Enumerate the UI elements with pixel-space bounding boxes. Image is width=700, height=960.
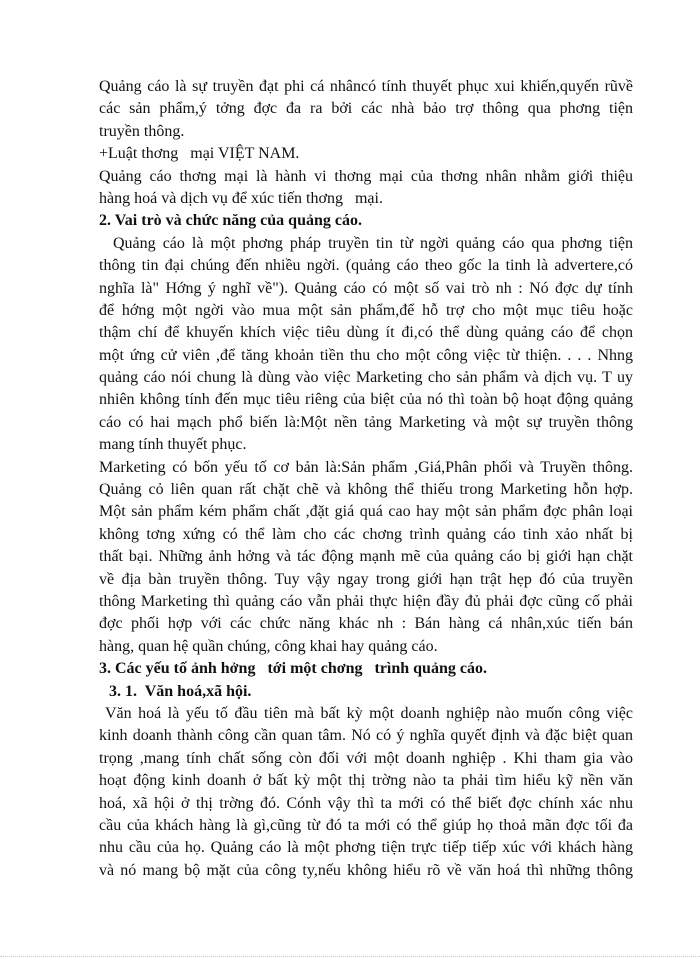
text-line: kinh doanh thành công cần quan tâm. Nó có ý nghĩa quyết định và đặc biệt quan — [99, 727, 633, 745]
text-line: một ứng cử viên ,để tăng khoản tiền thu cho một công việc từ thiện. . . . Nhng — [99, 346, 633, 364]
text-line: các sản phẩm,ý tởng đợc đa ra bởi các nhà bảo trợ thông qua phơng tiện — [99, 100, 633, 118]
section-heading-2: 2. Vai trò và chức năng của quảng cáo. — [99, 212, 362, 230]
text-line: nhiên không tính đến mục tiêu riêng của biệt của nó thì toàn bộ hoạt động quảng — [99, 391, 633, 409]
section-heading-3: 3. Các yếu tố ảnh hởng tới một chơng trình quảng cáo. — [99, 660, 487, 678]
text-line: nhu cầu của họ. Quảng cáo là một phơng tiện trực tiếp tiếp xúc với khách hàng — [99, 839, 633, 857]
text-line: thất bại. Những ảnh hởng và tác động mạnh mẽ của quảng cáo bị giới hạn chặt — [99, 548, 633, 566]
text-line: hàng hoá và dịch vụ để xúc tiến thơng mại. — [99, 189, 383, 207]
subsection-heading-3-1: 3. 1. Văn hoá,xã hội. — [109, 682, 252, 700]
text-line: thông Marketing thì quảng cáo vẫn phải thực hiện đầy đủ phải đợc cũng cố phải — [99, 592, 633, 610]
text-line: cáo có hai mạch phổ biến là:Một nền tảng Marketing và một sự truyền thông — [99, 413, 633, 431]
page-bottom-divider — [0, 956, 700, 958]
text-line: quảng cáo nói chung là dùng vào việc Marketing cho sản phẩm và dịch vụ. T uy — [99, 369, 633, 387]
text-line: hoá, xã hội ở thị trờng đó. Cónh vậy thì ta mới có thể biết đợc chính xác nhu — [99, 794, 633, 812]
text-line: và nó mang bộ mặt của công ty,nếu không hiểu rõ về văn hoá thì những thông — [99, 861, 633, 879]
text-line: Một sản phẩm kém phẩm chất ,đặt giá quá cao hay một sản phẩm đợc phân loại — [99, 503, 633, 521]
text-line: Quảng cáo thơng mại là hành vi thơng mại của thơng nhân nhằm giới thiệu — [99, 167, 633, 185]
text-line: hàng, quan hệ quần chúng, công khai hay quảng cáo. — [99, 637, 438, 655]
text-line: truyền thông. — [99, 122, 185, 140]
text-line: Văn hoá là yếu tố đầu tiên mà bất kỳ một doanh nghiệp nào muốn công việc — [105, 704, 633, 722]
text-line: về địa bàn truyền thông. Tuy vậy ngay trong giới hạn trật hẹp đó của truyền — [99, 570, 633, 588]
text-line: Marketing có bốn yếu tố cơ bản là:Sản phẩm ,Giá,Phân phối và Truyền thông. — [99, 458, 633, 476]
text-line: Quảng cáo là sự truyền đạt phi cá nhâncó tính thuyết phục xui khiến,quyến rũvề — [99, 78, 633, 95]
text-line: để hớng một ngời vào mua một sản phẩm,để hỗ trợ cho một mục tiêu hoặc — [99, 301, 633, 319]
text-line: Quảng cỏ liên quan rất chặt chẽ và không thể thiếu trong Marketing hỗn hợp. — [99, 481, 633, 499]
text-line: thông tin đại chúng đến nhiều ngời. (quảng cáo theo gốc la tinh là advertere,có — [99, 257, 633, 275]
text-line: cầu của khách hàng là gì,cũng từ đó ta mới có thể giúp họ thoả mãn đợc tối đa — [99, 816, 633, 834]
text-line: +Luật thơng mại VIỆT NAM. — [99, 145, 300, 163]
text-line: trọng ,mang tính chất sống còn đối với một doanh nghiệp . Khi tham gia vào — [99, 749, 633, 767]
text-line: hoạt động kinh doanh ở bất kỳ một thị trờng nào ta phải tìm hiểu kỹ nền văn — [99, 772, 633, 790]
text-line: thậm chí để khuyến khích việc tiêu dùng ít đi,có thể dùng quảng cáo để chọn — [99, 324, 633, 342]
text-line: nghĩa là" Hớng ý nghĩ về"). Quảng cáo có một số vai trò nh : Nó đợc dự tính — [99, 279, 633, 297]
text-line: mang tính thuyết phục. — [99, 436, 247, 454]
text-line: Quảng cáo là một phơng pháp truyền tin từ ngời quảng cáo qua phơng tiện — [113, 234, 633, 252]
text-line: không tơng xứng có thể làm cho các chơng trình quảng cáo tinh xảo nhất bị — [99, 525, 633, 543]
text-line: đợc phối hợp với các chức năng khác nh : Bán hàng cá nhân,xúc tiến bán — [99, 615, 633, 633]
document-body — [99, 76, 633, 882]
